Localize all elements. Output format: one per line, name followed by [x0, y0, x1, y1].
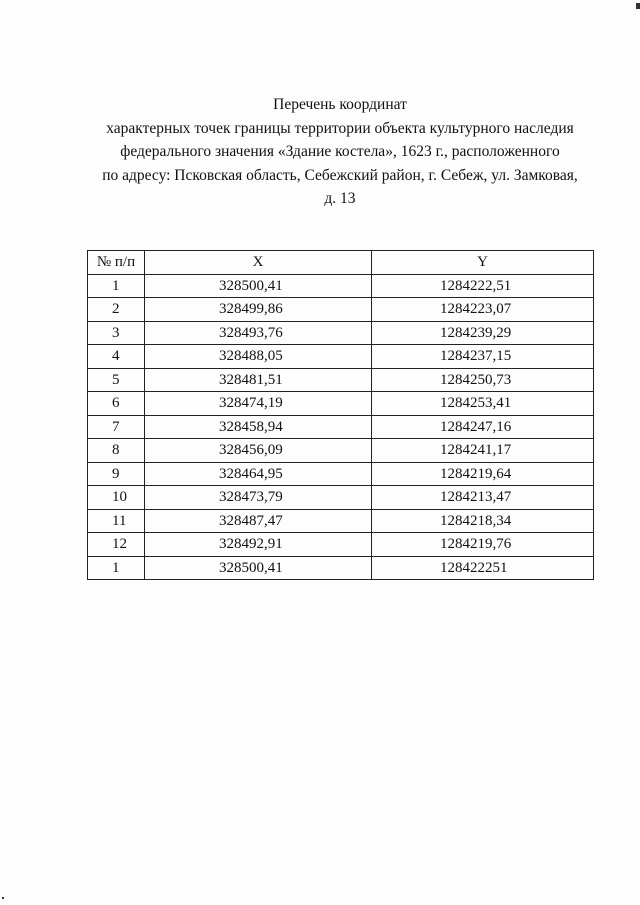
point-number: 9: [88, 462, 145, 486]
coord-x: 328473,79: [145, 486, 372, 510]
coord-y: 1284241,17: [372, 439, 594, 463]
table-row: [88, 298, 594, 322]
coord-x: 328464,95: [145, 462, 372, 486]
point-number: 11: [88, 509, 145, 533]
coord-x: 328488,05: [145, 345, 372, 369]
heading-line-5: д. 13: [324, 190, 356, 207]
coord-y: 1284219,76: [372, 533, 594, 557]
point-number: 10: [88, 486, 145, 510]
table-row: [88, 556, 594, 580]
table-row: [88, 509, 594, 533]
coord-y: 1284213,47: [372, 486, 594, 510]
coord-y: 128422251: [372, 556, 594, 580]
point-number: 12: [88, 533, 145, 557]
heading-line-4: по адресу: Псковская область, Себежский район, г. Себеж, ул. Замковая,: [102, 166, 578, 184]
coord-x: 328500,41: [145, 556, 372, 580]
table-row: [88, 392, 594, 416]
coordinates-table: [87, 250, 594, 580]
table-row: [88, 321, 594, 345]
coord-x: 328500,41: [145, 274, 372, 298]
point-number: 8: [88, 439, 145, 463]
coord-y: 1284223,07: [372, 298, 594, 322]
coord-x: 328487,47: [145, 509, 372, 533]
header-y: Y: [372, 251, 594, 275]
coord-y: 1284219,64: [372, 462, 594, 486]
coord-y: 1284253,41: [372, 392, 594, 416]
coord-y: 1284237,15: [372, 345, 594, 369]
heading-line-2: характерных точек границы территории объекта культурного наследия: [106, 119, 574, 137]
point-number: 7: [88, 415, 145, 439]
coord-x: 328456,09: [145, 439, 372, 463]
point-number: 3: [88, 321, 145, 345]
document-heading: [60, 93, 620, 211]
coord-y: 1284222,51: [372, 274, 594, 298]
coord-y: 1284247,16: [372, 415, 594, 439]
heading-line-3: федерального значения «Здание костела», 1623 г., расположенного: [120, 143, 560, 160]
point-number: 6: [88, 392, 145, 416]
coord-x: 328499,86: [145, 298, 372, 322]
table-row: [88, 486, 594, 510]
table-row: [88, 533, 594, 557]
coord-x: 328458,94: [145, 415, 372, 439]
point-number: 1: [88, 556, 145, 580]
scan-speck: [636, 3, 640, 9]
table-header-row: [88, 251, 594, 275]
point-number: 2: [88, 298, 145, 322]
table-row: [88, 439, 594, 463]
coord-x: 328481,51: [145, 368, 372, 392]
table-row: [88, 368, 594, 392]
scan-speck: [2, 897, 4, 899]
coord-x: 328492,91: [145, 533, 372, 557]
point-number: 1: [88, 274, 145, 298]
coord-x: 328474,19: [145, 392, 372, 416]
table-row: [88, 415, 594, 439]
table-row: [88, 345, 594, 369]
header-number: № п/п: [88, 251, 145, 275]
coord-y: 1284218,34: [372, 509, 594, 533]
point-number: 5: [88, 368, 145, 392]
coord-x: 328493,76: [145, 321, 372, 345]
coord-y: 1284239,29: [372, 321, 594, 345]
coord-y: 1284250,73: [372, 368, 594, 392]
point-number: 4: [88, 345, 145, 369]
heading-line-1: Перечень координат: [273, 96, 407, 113]
header-x: X: [145, 251, 372, 275]
table-row: [88, 274, 594, 298]
table-row: [88, 462, 594, 486]
